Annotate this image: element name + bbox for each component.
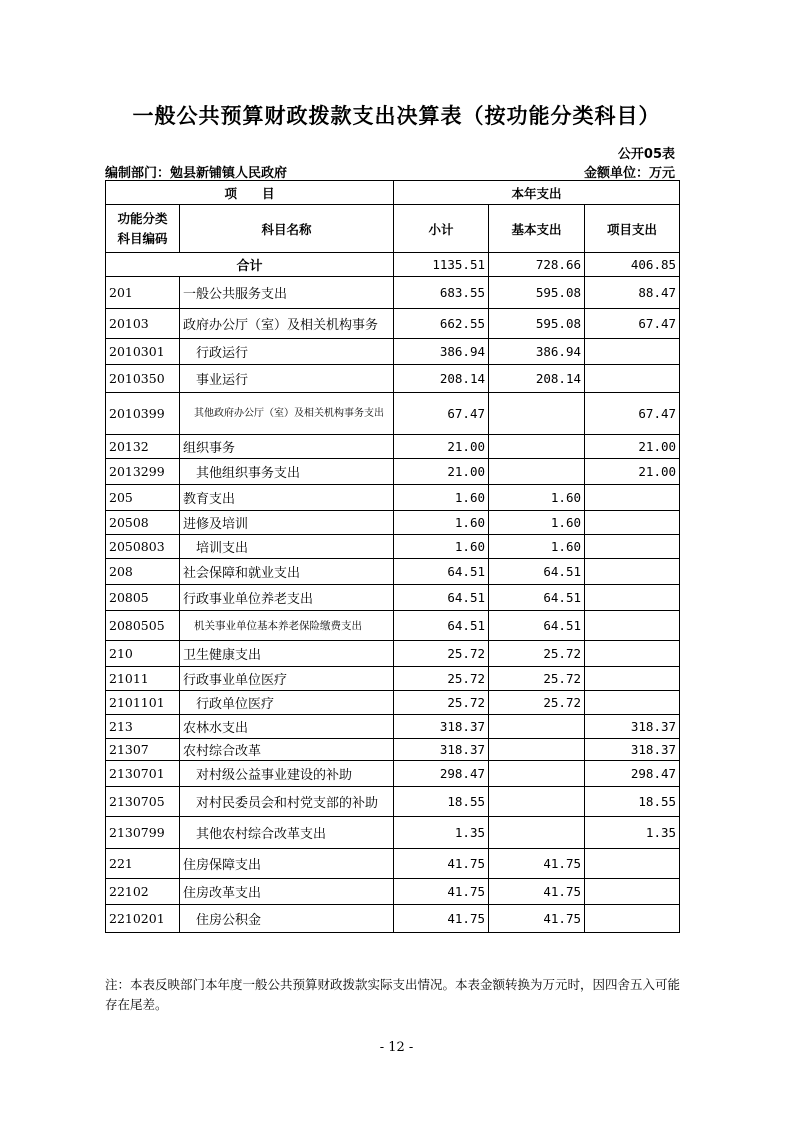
row-project: 298.47 bbox=[585, 761, 680, 787]
row-code: 2130799 bbox=[106, 817, 180, 849]
row-code: 2050803 bbox=[106, 535, 180, 559]
row-basic bbox=[489, 459, 585, 485]
row-subtotal: 208.14 bbox=[394, 365, 489, 393]
table-row bbox=[106, 691, 680, 715]
row-project bbox=[585, 511, 680, 535]
row-name: 培训支出 bbox=[180, 535, 394, 559]
page-title: 一般公共预算财政拨款支出决算表（按功能分类科目） bbox=[132, 104, 661, 128]
row-subtotal: 64.51 bbox=[394, 559, 489, 585]
row-subtotal: 25.72 bbox=[394, 691, 489, 715]
row-basic: 25.72 bbox=[489, 691, 585, 715]
row-code: 2130701 bbox=[106, 761, 180, 787]
row-project bbox=[585, 585, 680, 611]
table-row bbox=[106, 817, 680, 849]
row-project bbox=[585, 667, 680, 691]
row-basic bbox=[489, 787, 585, 817]
row-name: 卫生健康支出 bbox=[180, 641, 394, 667]
row-basic: 386.94 bbox=[489, 339, 585, 365]
row-name: 其他政府办公厅（室）及相关机构事务支出 bbox=[180, 393, 394, 435]
row-basic: 64.51 bbox=[489, 611, 585, 641]
row-project bbox=[585, 905, 680, 933]
row-subtotal: 1.60 bbox=[394, 535, 489, 559]
row-subtotal: 683.55 bbox=[394, 277, 489, 309]
table-row bbox=[106, 905, 680, 933]
total-label: 合计 bbox=[106, 253, 394, 277]
row-name: 农村综合改革 bbox=[180, 739, 394, 761]
row-project bbox=[585, 879, 680, 905]
table-row bbox=[106, 715, 680, 739]
row-name: 住房公积金 bbox=[180, 905, 394, 933]
row-basic: 41.75 bbox=[489, 879, 585, 905]
row-code: 201 bbox=[106, 277, 180, 309]
table-row bbox=[106, 435, 680, 459]
header-item: 项 目 bbox=[106, 181, 394, 205]
row-code: 2010350 bbox=[106, 365, 180, 393]
row-code: 2130705 bbox=[106, 787, 180, 817]
row-name: 行政事业单位养老支出 bbox=[180, 585, 394, 611]
unit-label: 金额单位：万元 bbox=[583, 166, 675, 181]
table-row bbox=[106, 511, 680, 535]
row-name: 组织事务 bbox=[180, 435, 394, 459]
row-project: 1.35 bbox=[585, 817, 680, 849]
department-label: 编制部门：勉县新铺镇人民政府 bbox=[105, 166, 288, 181]
row-subtotal: 25.72 bbox=[394, 641, 489, 667]
row-subtotal: 318.37 bbox=[394, 739, 489, 761]
row-name: 住房保障支出 bbox=[180, 849, 394, 879]
row-subtotal: 41.75 bbox=[394, 905, 489, 933]
row-project bbox=[585, 559, 680, 585]
row-code: 210 bbox=[106, 641, 180, 667]
row-code: 2010301 bbox=[106, 339, 180, 365]
row-code: 20805 bbox=[106, 585, 180, 611]
row-basic bbox=[489, 761, 585, 787]
table-id: 公开05表 bbox=[617, 147, 675, 162]
row-name: 机关事业单位基本养老保险缴费支出 bbox=[180, 611, 394, 641]
row-name: 事业运行 bbox=[180, 365, 394, 393]
row-subtotal: 662.55 bbox=[394, 309, 489, 339]
row-basic: 41.75 bbox=[489, 849, 585, 879]
row-project: 21.00 bbox=[585, 435, 680, 459]
table-row bbox=[106, 559, 680, 585]
row-name: 一般公共服务支出 bbox=[180, 277, 394, 309]
header-current-year: 本年支出 bbox=[394, 181, 680, 205]
row-project: 67.47 bbox=[585, 309, 680, 339]
row-subtotal: 18.55 bbox=[394, 787, 489, 817]
table-row bbox=[106, 611, 680, 641]
row-name: 社会保障和就业支出 bbox=[180, 559, 394, 585]
page-number: - 12 - bbox=[379, 1040, 414, 1055]
row-project: 88.47 bbox=[585, 277, 680, 309]
row-project bbox=[585, 339, 680, 365]
row-basic bbox=[489, 435, 585, 459]
table-row bbox=[106, 393, 680, 435]
row-code: 22102 bbox=[106, 879, 180, 905]
row-project bbox=[585, 641, 680, 667]
row-subtotal: 67.47 bbox=[394, 393, 489, 435]
total-project: 406.85 bbox=[585, 253, 680, 277]
table-row bbox=[106, 459, 680, 485]
row-code: 21307 bbox=[106, 739, 180, 761]
row-subtotal: 386.94 bbox=[394, 339, 489, 365]
row-basic: 208.14 bbox=[489, 365, 585, 393]
header-name: 科目名称 bbox=[180, 205, 394, 253]
expenditure-table bbox=[105, 180, 680, 933]
row-project bbox=[585, 691, 680, 715]
row-subtotal: 1.60 bbox=[394, 485, 489, 511]
header-subtotal: 小计 bbox=[394, 205, 489, 253]
row-basic bbox=[489, 817, 585, 849]
row-project bbox=[585, 535, 680, 559]
table-row bbox=[106, 641, 680, 667]
row-code: 205 bbox=[106, 485, 180, 511]
row-project: 21.00 bbox=[585, 459, 680, 485]
row-basic: 64.51 bbox=[489, 585, 585, 611]
row-project: 318.37 bbox=[585, 715, 680, 739]
row-basic bbox=[489, 393, 585, 435]
table-row bbox=[106, 535, 680, 559]
table-row bbox=[106, 365, 680, 393]
row-project bbox=[585, 485, 680, 511]
row-code: 2210201 bbox=[106, 905, 180, 933]
row-basic: 1.60 bbox=[489, 511, 585, 535]
row-code: 20508 bbox=[106, 511, 180, 535]
row-basic bbox=[489, 715, 585, 739]
table-row bbox=[106, 277, 680, 309]
row-basic: 25.72 bbox=[489, 667, 585, 691]
row-project: 318.37 bbox=[585, 739, 680, 761]
row-name: 进修及培训 bbox=[180, 511, 394, 535]
row-subtotal: 64.51 bbox=[394, 585, 489, 611]
table-row bbox=[106, 849, 680, 879]
row-basic: 1.60 bbox=[489, 535, 585, 559]
row-name: 住房改革支出 bbox=[180, 879, 394, 905]
row-basic: 41.75 bbox=[489, 905, 585, 933]
row-basic bbox=[489, 739, 585, 761]
total-subtotal: 1135.51 bbox=[394, 253, 489, 277]
row-code: 213 bbox=[106, 715, 180, 739]
row-basic: 595.08 bbox=[489, 277, 585, 309]
header-basic: 基本支出 bbox=[489, 205, 585, 253]
header-code: 功能分类 科目编码 bbox=[106, 205, 180, 253]
table-row bbox=[106, 739, 680, 761]
row-code: 21011 bbox=[106, 667, 180, 691]
table-row bbox=[106, 585, 680, 611]
table-row bbox=[106, 787, 680, 817]
row-code: 221 bbox=[106, 849, 180, 879]
row-subtotal: 41.75 bbox=[394, 879, 489, 905]
row-name: 其他组织事务支出 bbox=[180, 459, 394, 485]
row-name: 行政事业单位医疗 bbox=[180, 667, 394, 691]
table-row bbox=[106, 309, 680, 339]
table-row bbox=[106, 761, 680, 787]
row-subtotal: 1.35 bbox=[394, 817, 489, 849]
row-name: 政府办公厅（室）及相关机构事务 bbox=[180, 309, 394, 339]
row-code: 20103 bbox=[106, 309, 180, 339]
table-row bbox=[106, 339, 680, 365]
row-code: 2013299 bbox=[106, 459, 180, 485]
row-subtotal: 21.00 bbox=[394, 459, 489, 485]
row-subtotal: 21.00 bbox=[394, 435, 489, 459]
row-code: 20132 bbox=[106, 435, 180, 459]
row-subtotal: 298.47 bbox=[394, 761, 489, 787]
row-subtotal: 41.75 bbox=[394, 849, 489, 879]
total-basic: 728.66 bbox=[489, 253, 585, 277]
row-name: 教育支出 bbox=[180, 485, 394, 511]
row-code: 2101101 bbox=[106, 691, 180, 715]
row-code: 2010399 bbox=[106, 393, 180, 435]
row-code: 208 bbox=[106, 559, 180, 585]
table-row bbox=[106, 667, 680, 691]
row-project bbox=[585, 849, 680, 879]
total-row bbox=[106, 253, 680, 277]
row-name: 对村级公益事业建设的补助 bbox=[180, 761, 394, 787]
table-row bbox=[106, 879, 680, 905]
row-name: 对村民委员会和村党支部的补助 bbox=[180, 787, 394, 817]
row-subtotal: 64.51 bbox=[394, 611, 489, 641]
row-name: 行政运行 bbox=[180, 339, 394, 365]
row-project: 18.55 bbox=[585, 787, 680, 817]
row-subtotal: 25.72 bbox=[394, 667, 489, 691]
row-project bbox=[585, 611, 680, 641]
row-subtotal: 318.37 bbox=[394, 715, 489, 739]
footnote: 注：本表反映部门本年度一般公共预算财政拨款实际支出情况。本表金额转换为万元时，因四舍五入可能存在尾差。 bbox=[105, 977, 681, 1012]
row-code: 2080505 bbox=[106, 611, 180, 641]
row-name: 行政单位医疗 bbox=[180, 691, 394, 715]
row-basic: 64.51 bbox=[489, 559, 585, 585]
row-basic: 595.08 bbox=[489, 309, 585, 339]
row-basic: 25.72 bbox=[489, 641, 585, 667]
row-name: 其他农村综合改革支出 bbox=[180, 817, 394, 849]
row-project: 67.47 bbox=[585, 393, 680, 435]
table-row bbox=[106, 485, 680, 511]
row-basic: 1.60 bbox=[489, 485, 585, 511]
row-project bbox=[585, 365, 680, 393]
row-subtotal: 1.60 bbox=[394, 511, 489, 535]
header-project: 项目支出 bbox=[585, 205, 680, 253]
row-name: 农林水支出 bbox=[180, 715, 394, 739]
